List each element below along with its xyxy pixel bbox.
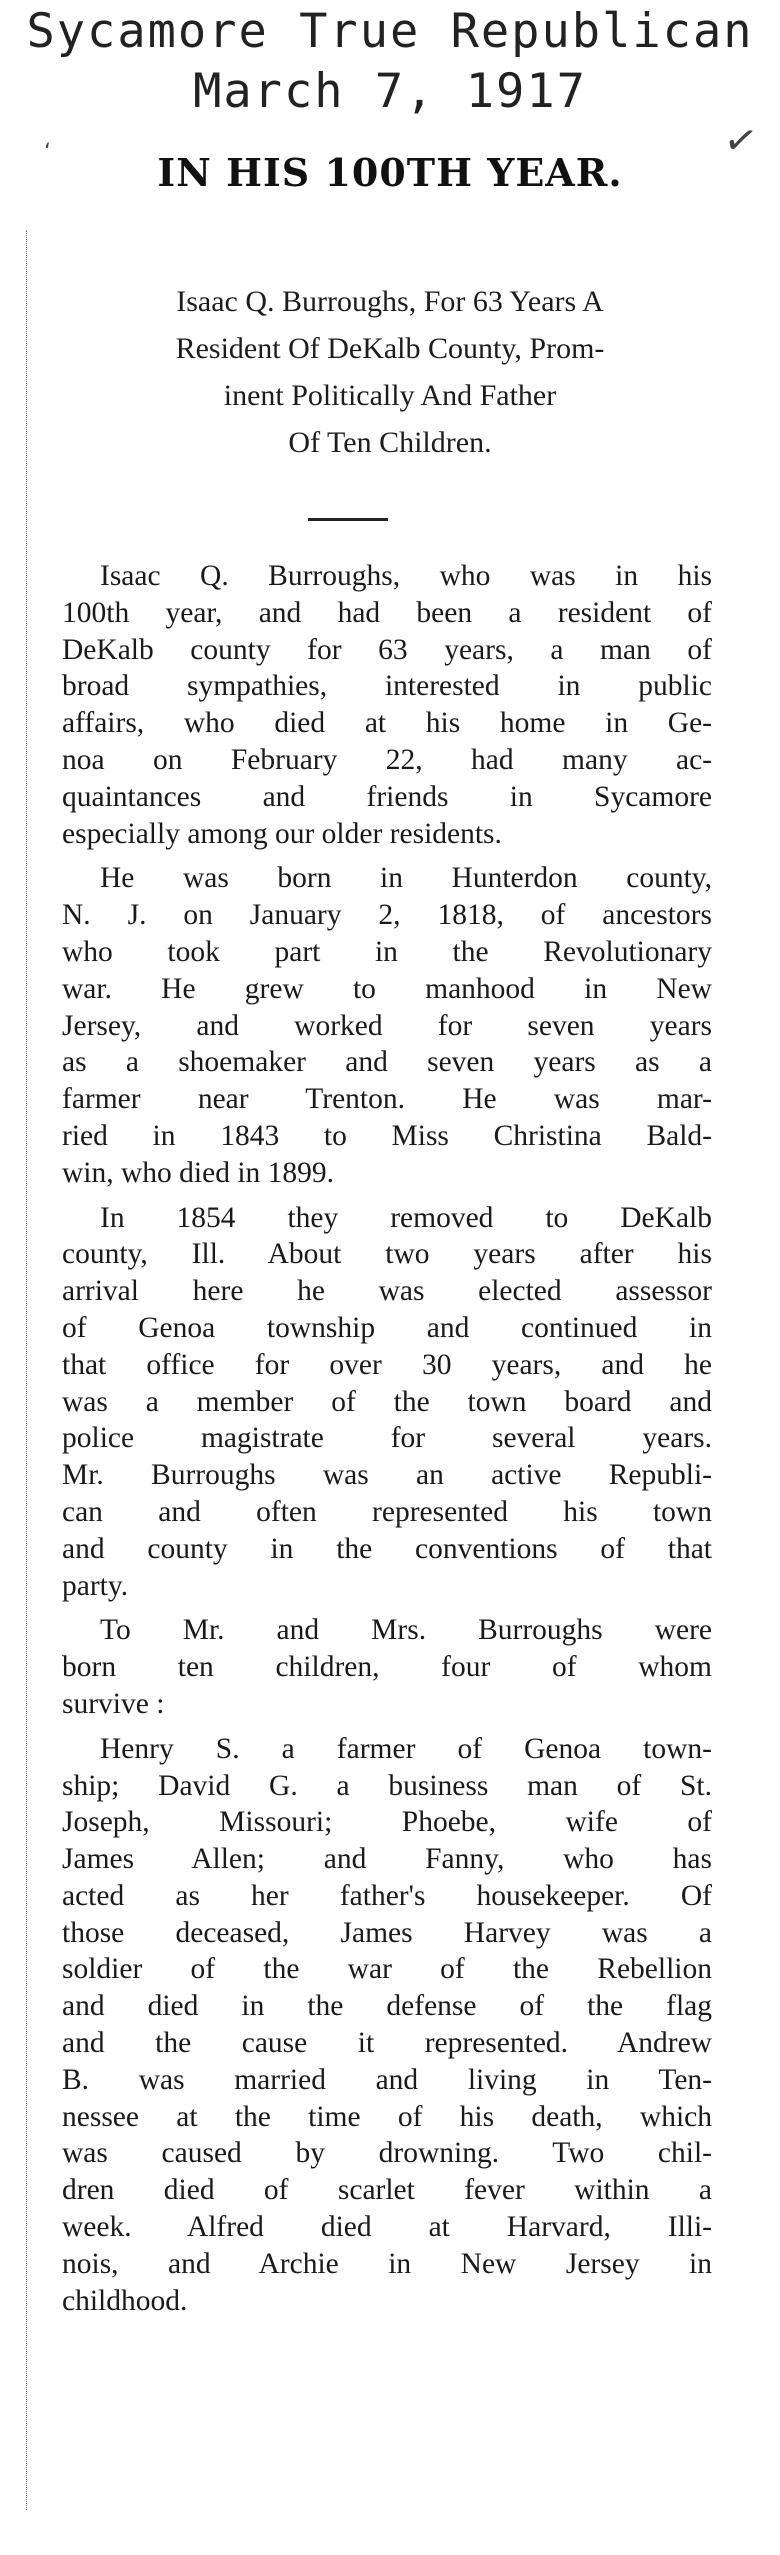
article-line: acted as her father's housekeeper. Of <box>62 1879 712 1912</box>
article-paragraph <box>62 1612 712 1722</box>
article-line: quaintances and friends in Sycamore <box>62 780 712 813</box>
subhead-line: Of Ten Children. <box>288 426 492 459</box>
article-line: and county in the conventions of that <box>62 1532 712 1565</box>
article-line: can and often represented his town <box>62 1495 712 1528</box>
check-mark-icon: ✓ <box>720 115 762 167</box>
article-paragraph <box>62 558 712 852</box>
article-line: broad sympathies, interested in public <box>62 670 712 703</box>
article-paragraph <box>62 860 712 1191</box>
article-line: party. <box>62 1569 129 1602</box>
article-line: survive : <box>62 1687 165 1720</box>
masthead-title: Sycamore True Republican <box>26 4 754 59</box>
article-paragraph <box>62 1200 712 1605</box>
article-line: county, Ill. About two years after his <box>62 1238 712 1271</box>
article-line: win, who died in 1899. <box>62 1156 335 1189</box>
article-subheadline <box>0 278 780 466</box>
masthead-date: March 7, 1917 <box>193 64 587 119</box>
article-line: ried in 1843 to Miss Christina Bald- <box>62 1119 712 1152</box>
article-line: of Genoa township and continued in <box>62 1311 712 1344</box>
subhead-line: Resident Of DeKalb County, Prom- <box>175 332 605 365</box>
article-line: was a member of the town board and <box>62 1385 712 1418</box>
article-body <box>62 558 712 2327</box>
article-line: nessee at the time of his death, which <box>62 2100 712 2133</box>
article-line: especially among our older residents. <box>62 817 502 850</box>
article-line: childhood. <box>62 2284 188 2317</box>
article-line: Joseph, Missouri; Phoebe, wife of <box>62 1806 712 1839</box>
article-line: arrival here he was elected assessor <box>62 1275 712 1308</box>
article-line: as a shoemaker and seven years as a <box>62 1046 712 1079</box>
pen-tick-mark-icon: ‘ <box>44 140 51 165</box>
article-line: To Mr. and Mrs. Burroughs were <box>100 1614 712 1647</box>
article-line: and the cause it represented. Andrew <box>62 2027 712 2060</box>
article-line: noa on February 22, had many ac- <box>62 743 712 776</box>
subhead-line: Isaac Q. Burroughs, For 63 Years A <box>176 285 604 318</box>
article-line: war. He grew to manhood in New <box>62 972 712 1005</box>
article-line: farmer near Trenton. He was mar- <box>62 1083 712 1116</box>
article-line: who took part in the Revolutionary <box>62 935 712 968</box>
article-line: B. was married and living in Ten- <box>62 2063 712 2096</box>
subhead-line: inent Politically And Father <box>223 379 557 412</box>
article-line: born ten children, four of whom <box>62 1651 712 1684</box>
article-line: Henry S. a farmer of Genoa town- <box>100 1732 712 1765</box>
article-line: dren died of scarlet fever within a <box>62 2174 712 2207</box>
article-line: N. J. on January 2, 1818, of ancestors <box>62 899 712 932</box>
article-line: and died in the defense of the flag <box>62 1990 712 2023</box>
article-line: DeKalb county for 63 years, a man of <box>62 633 712 666</box>
section-divider <box>308 518 388 521</box>
article-line: James Allen; and Fanny, who has <box>62 1843 712 1876</box>
article-line: week. Alfred died at Harvard, Illi- <box>62 2211 712 2244</box>
article-line: He was born in Hunterdon county, <box>100 862 712 895</box>
article-headline: IN HIS 100TH YEAR. <box>157 150 623 195</box>
article-line: ship; David G. a business man of St. <box>62 1769 712 1802</box>
article-line: those deceased, James Harvey was a <box>62 1916 712 1949</box>
article-line: police magistrate for several years. <box>62 1422 712 1455</box>
article-line: nois, and Archie in New Jersey in <box>62 2247 712 2280</box>
article-line: In 1854 they removed to DeKalb <box>100 1201 712 1234</box>
article-line: Isaac Q. Burroughs, who was in his <box>100 560 712 592</box>
article-line: that office for over 30 years, and he <box>62 1348 712 1381</box>
column-border <box>26 230 27 2510</box>
article-line: soldier of the war of the Rebellion <box>62 1953 712 1986</box>
article-line: affairs, who died at his home in Ge- <box>62 707 712 740</box>
article-line: 100th year, and had been a resident of <box>62 596 712 629</box>
article-line: Jersey, and worked for seven years <box>62 1009 712 1042</box>
article-line: Mr. Burroughs was an active Republi- <box>62 1459 712 1492</box>
article-paragraph <box>62 1731 712 2320</box>
article-line: was caused by drowning. Two chil- <box>62 2137 712 2170</box>
